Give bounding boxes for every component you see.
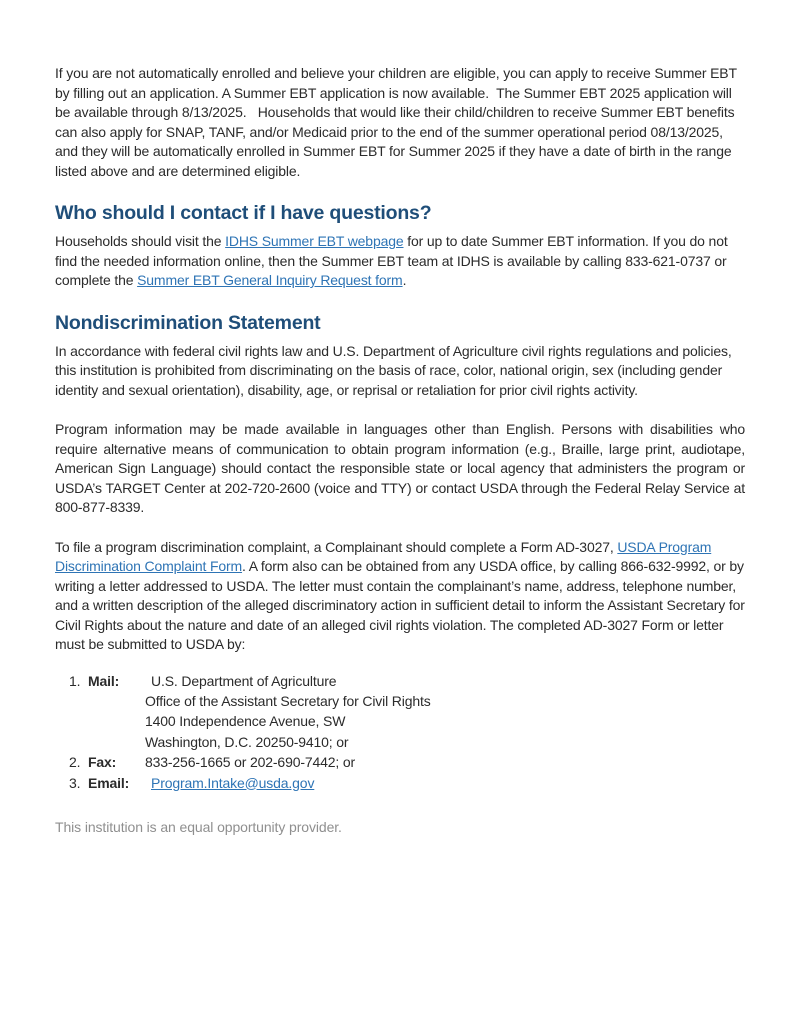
mail-address-line-1: U.S. Department of Agriculture	[151, 672, 337, 689]
contact-text-2: for up to date Summer EBT information. If you do not find the needed information online, then the Summer EBT team at IDHS is available by calling 833-621-0737 or complete the	[55, 233, 728, 288]
contact-paragraph	[55, 232, 745, 291]
summer-ebt-general-inquiry-form-link[interactable]: Summer EBT General Inquiry Request form	[137, 272, 403, 288]
nondiscrimination-heading: Nondiscrimination Statement	[55, 311, 321, 334]
email-value	[145, 773, 745, 793]
list-item-fax	[69, 752, 745, 772]
mail-address-line-4: Washington, D.C. 20250-9410; or	[145, 733, 349, 750]
nondiscrimination-section	[55, 311, 745, 793]
email-item-number: 3.	[69, 774, 81, 791]
equal-opportunity-provider-note: This institution is an equal opportunity provider.	[55, 818, 342, 835]
list-item-mail	[69, 671, 745, 753]
email-label: Email:	[88, 774, 130, 791]
complaint-text-1: To file a program discrimination complaint, a Complainant should complete a Form AD-3027,	[55, 538, 618, 555]
mail-label: Mail:	[88, 672, 120, 689]
intro-paragraph: If you are not automatically enrolled and believe your children are eligible, you can apply to receive Summer EBT by filling out an application. A Summer EBT application is now available. The Summer EBT 2025 application will be available through 8/13/2025. Households that would like their child/children to receive Summer EBT benefits can also apply for SNAP, TANF, and/or Medicaid prior to the end of the summer operational period 08/13/2025, and they will be automatically enrolled in Summer EBT for Summer 2025 if they have a date of birth in the range listed above and are determined eligible.	[55, 65, 741, 179]
program-information-paragraph: Program information may be made available in languages other than English. Persons with disabilities who require alternative means of communication to obtain program information (e.g., Braille, large print, audiotape, American Sign Language) should contact the responsible state or local agency that administers the program or USDA’s TARGET Center at 202-720-2600 (voice and TTY) or contact USDA through the Federal Relay Service at 800-877-8339.	[55, 421, 745, 515]
complaint-paragraph	[55, 538, 745, 655]
contact-text-1: Households should visit the	[55, 233, 226, 249]
fax-item-number: 2.	[69, 754, 81, 771]
complaint-text-2: . A form also can be obtained from any USDA office, by calling 866-632-9992, or by writing a letter addressed to USDA. The letter must contain the complainant’s name, address, telephone number, and a written description of the alleged discriminatory action in sufficient detail to inform the Assistant Secretary for Civil Rights about the nature and date of an alleged civil rights violation. The completed AD-3027 Form or letter must be submitted to USDA by:	[55, 558, 745, 652]
mail-address-block	[145, 671, 745, 753]
mail-address-line-2: Office of the Assistant Secretary for Civil Rights	[145, 692, 431, 709]
submission-methods-list	[69, 671, 745, 793]
fax-label: Fax:	[88, 754, 117, 771]
contact-text-3: .	[402, 272, 407, 288]
list-item-email	[69, 773, 745, 793]
program-intake-email-link[interactable]: Program.Intake@usda.gov	[151, 774, 315, 791]
usda-program-discrimination-complaint-form-link[interactable]: USDA Program Discrimination Complaint Form	[55, 538, 712, 574]
contact-section-heading: Who should I contact if I have questions?	[55, 202, 432, 224]
idhs-summer-ebt-webpage-link[interactable]: IDHS Summer EBT webpage	[225, 233, 404, 249]
mail-address-line-3: 1400 Independence Avenue, SW	[145, 713, 346, 730]
fax-numbers: 833-256-1665 or 202-690-7442; or	[145, 754, 356, 771]
contact-section	[55, 201, 745, 291]
nondiscrimination-paragraph-1: In accordance with federal civil rights law and U.S. Department of Agriculture civil rights regulations and policies, this institution is prohibited from discriminating on the basis of race, color, national origin, sex (including gender identity and sexual orientation), disability, age, or reprisal or retaliation for prior civil rights activity.	[55, 342, 732, 398]
mail-item-number: 1.	[69, 672, 81, 689]
